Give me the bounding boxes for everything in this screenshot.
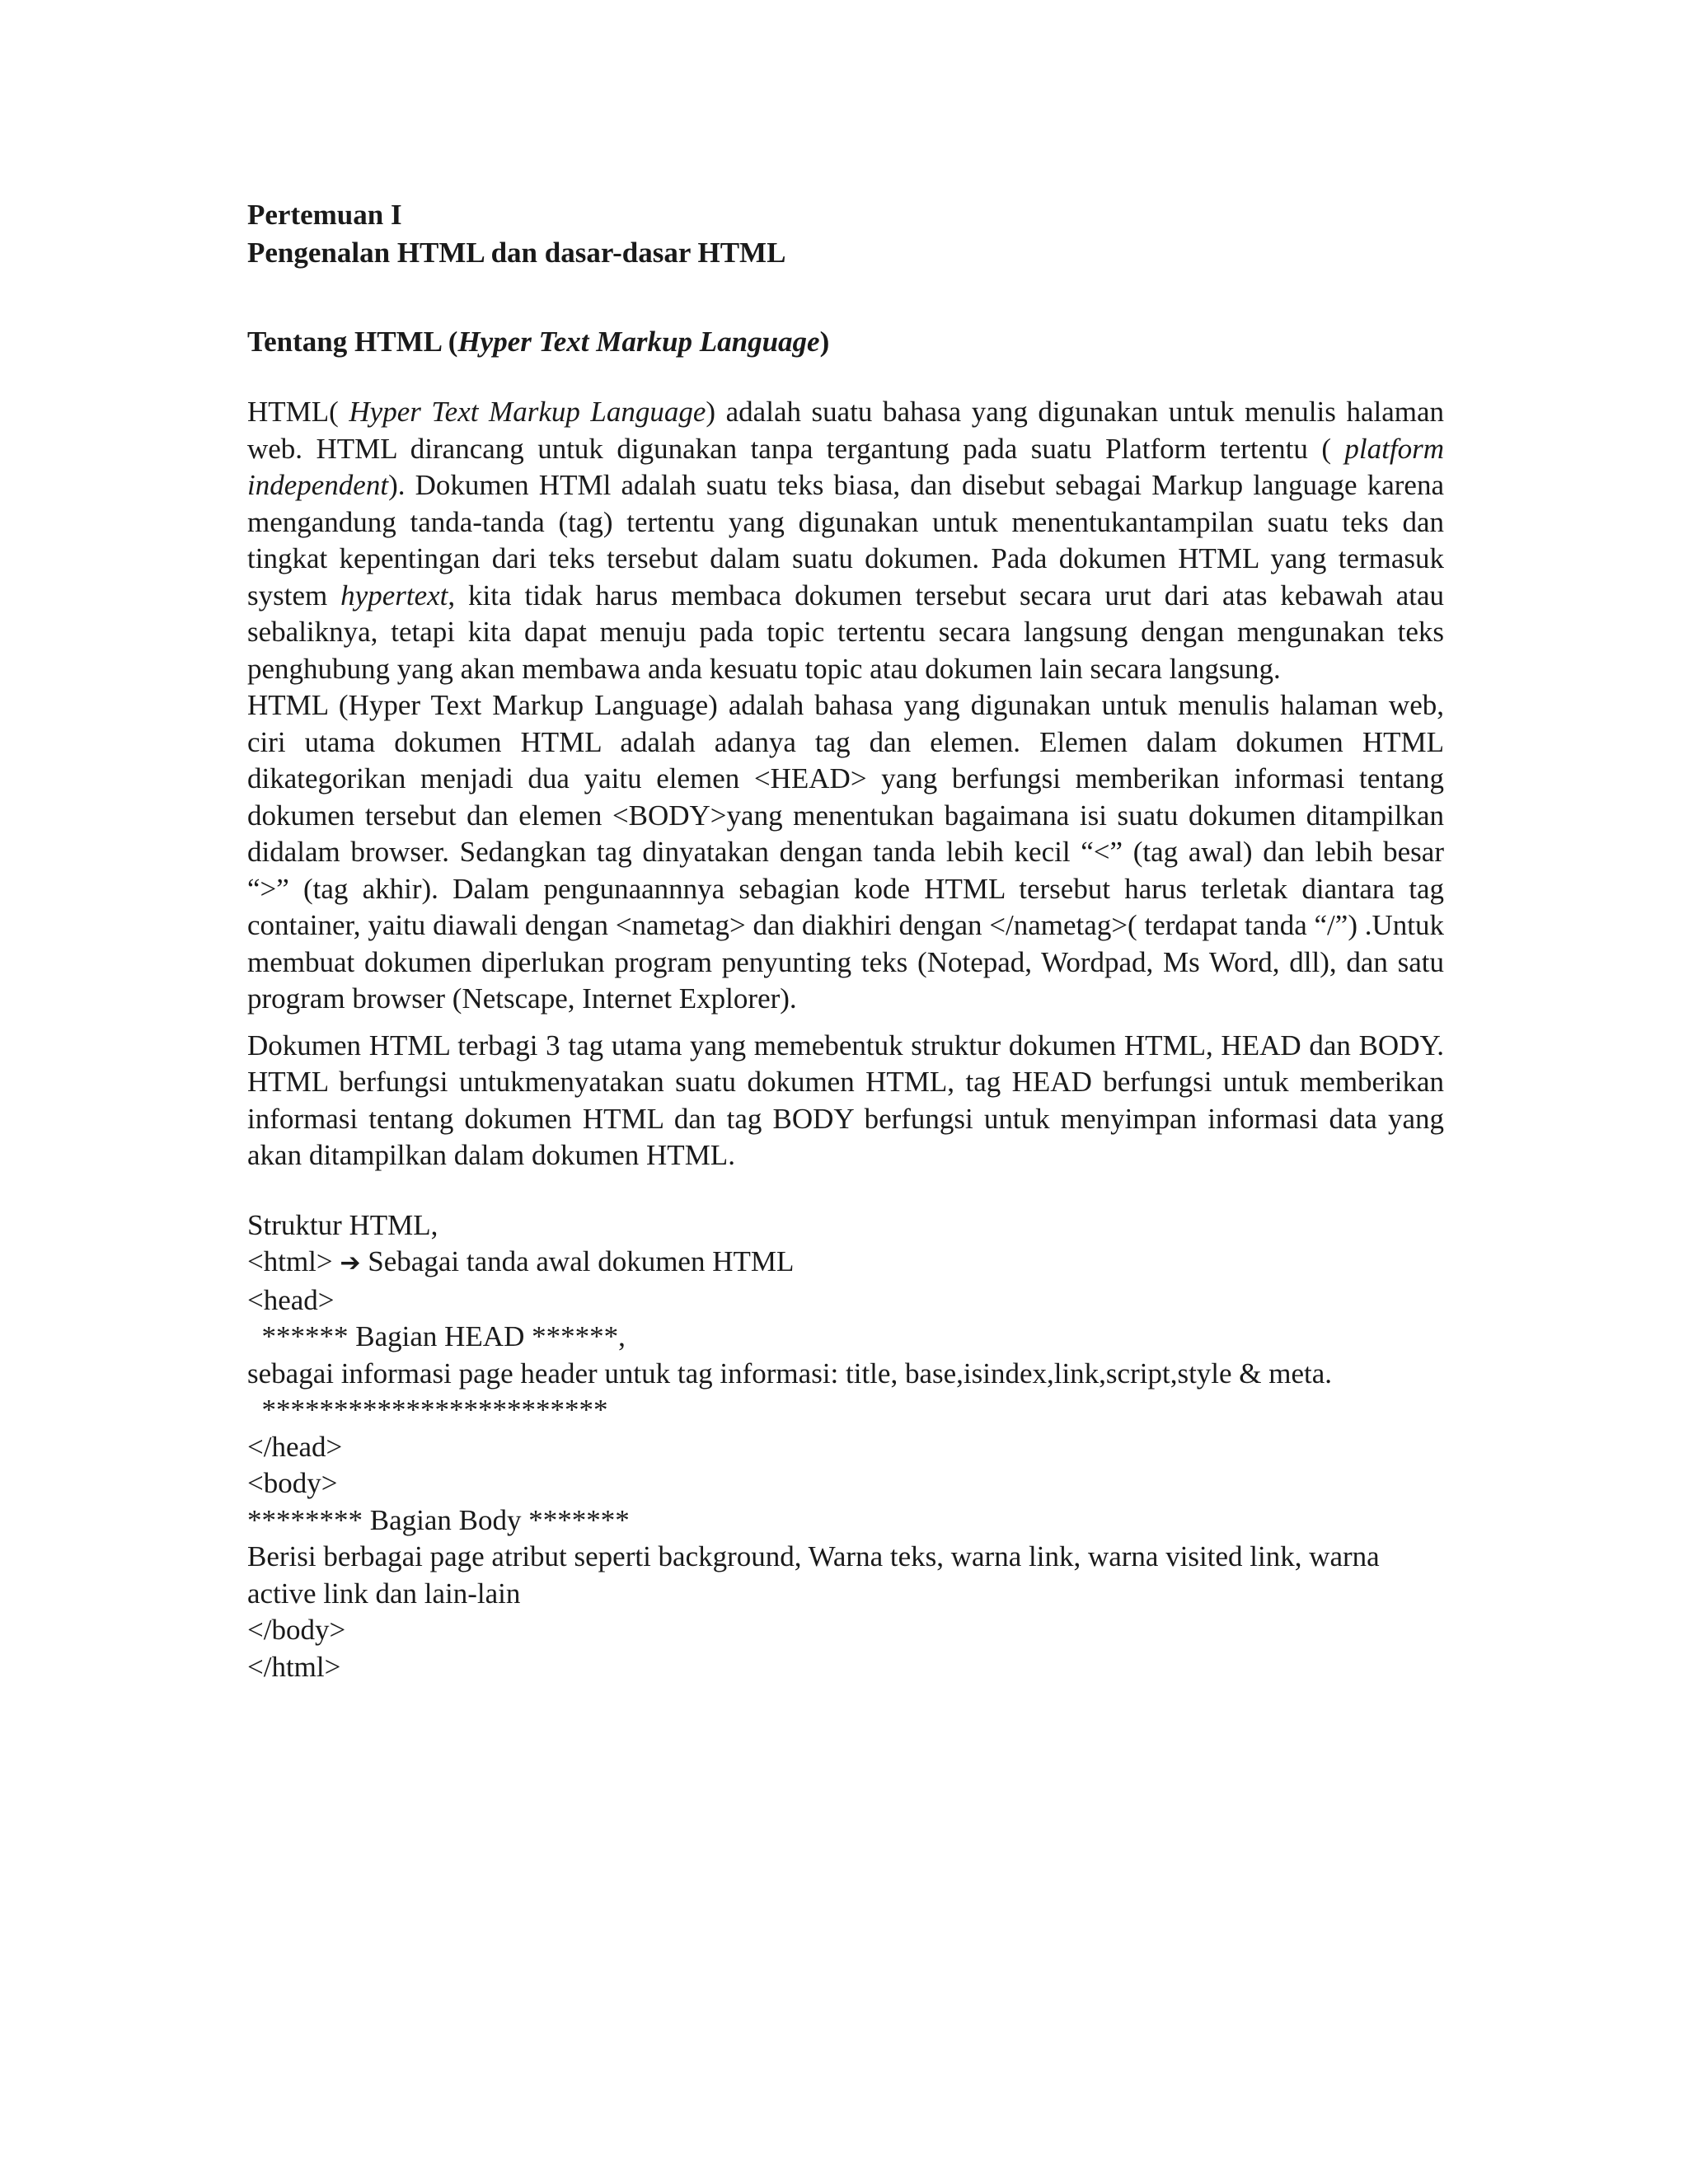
body-label-line: ******** Bagian Body ******* [247,1503,630,1536]
body-open-line: <body> [247,1467,338,1499]
right-arrow-icon: ➔ [340,1249,361,1277]
head-open-line: <head> [247,1283,335,1316]
section-title: Tentang HTML (Hyper Text Markup Language) [247,326,830,358]
structure-title: Struktur HTML, [247,1208,438,1241]
document-title: Pengenalan HTML dan dasar-dasar HTML [247,237,786,269]
body-close-line: </body> [247,1614,346,1646]
meeting-label: Pertemuan I [247,199,402,231]
html-structure-block [247,1207,1444,1686]
intro-paragraph: HTML( Hyper Text Markup Language) adalah suatu bahasa yang digunakan untuk menulis halaman web. HTML dirancang untuk digunakan tanpa tergantung pada suatu Platform tertentu ( platform independent). Dokumen HTMl adalah suatu teks biasa, dan disebut sebagai Markup language karena mengandung tanda-tanda (tag) tertentu yang digunakan untuk menentukantampilan suatu teks dan tingkat kepentingan dari teks tersebut dalam suatu dokumen. Pada dokumen HTML yang termasuk system hypertext, kita tidak harus membaca dokumen tersebut secara urut dari atas kebawah atau sebaliknya, tetapi kita dapat menuju pada topic tertentu secara langsung dengan mengunakan teks penghubung yang akan membawa anda kesuatu topic atau dokumen lain secara langsung. [247,396,1444,685]
elements-paragraph: HTML (Hyper Text Markup Language) adalah bahasa yang digunakan untuk menulis halaman web, ciri utama dokumen HTML adalah adanya tag dan elemen. Elemen dalam dokumen HTML dikategorikan menjadi dua yaitu elemen <HEAD> yang berfungsi memberikan informasi tentang dokumen tersebut dan elemen <BODY>yang menentukan bagaimana isi suatu dokumen ditampilkan didalam browser. Sedangkan tag dinyatakan dengan tanda lebih kecil “<” (tag awal) dan lebih besar “>” (tag akhir). Dalam pengunaannnya sebagian kode HTML tersebut harus terletak diantara tag container, yaitu diawali dengan <nametag> dan diakhiri dengan </nametag>( terdapat tanda “/”) .Untuk membuat dokumen diperlukan program penyunting teks (Notepad, Wordpad, Ms Word, dll), dan satu program browser (Netscape, Internet Explorer). [247,689,1444,1015]
html-close-line: </html> [247,1650,341,1683]
document-page [247,196,1444,1685]
head-label-line: ****** Bagian HEAD ******, [247,1320,626,1352]
head-close-line: </head> [247,1430,343,1463]
html-open-line: <html> ➔ Sebagai tanda awal dokumen HTML [247,1245,795,1277]
body-description-line: Berisi berbagai page atribut seperti background, Warna teks, warna link, warna visited link, warna active link dan lain-lain [247,1540,1380,1610]
main-tags-paragraph: Dokumen HTML terbagi 3 tag utama yang memebentuk struktur dokumen HTML, HEAD dan BODY. HTML berfungsi untukmenyatakan suatu dokumen HTML, tag HEAD berfungsi untuk memberikan informasi tentang dokumen HTML dan tag BODY berfungsi untuk menyimpan informasi data yang akan ditampilkan dalam dokumen HTML. [247,1029,1444,1171]
head-description-line: sebagai informasi page header untuk tag informasi: title, base,isindex,link,script,style & meta. [247,1357,1333,1390]
head-stars-line: ************************ [247,1394,608,1426]
